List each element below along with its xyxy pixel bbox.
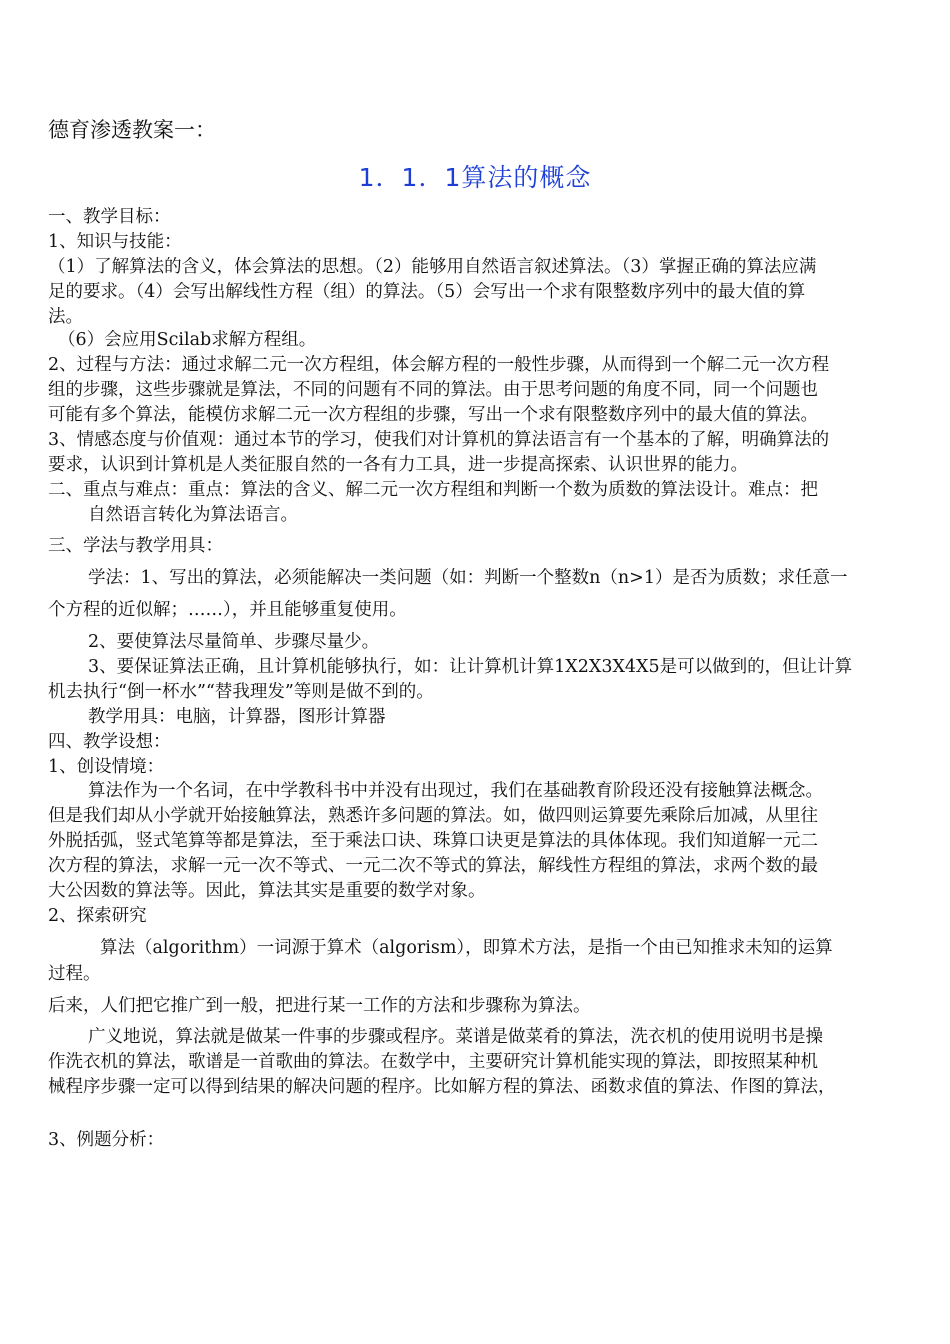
document-title: 1．1．1算法的概念 (358, 163, 592, 192)
subsection-heading: 1、创设情境： (48, 757, 165, 777)
text-line: 后来，人们把它推广到一般，把进行某一工作的方法和步骤称为算法。 (48, 996, 591, 1016)
text-line: （6）会应用Scilab求解方程组。 (58, 330, 317, 350)
text-line: 个方程的近似解；……），并且能够重复使用。 (48, 600, 407, 620)
text-line: 机去执行“倒一杯水”“替我理发”等则是做不到的。 (48, 682, 434, 702)
text-line: 算法（algorithm）一词源于算术（algorism），即算术方法，是指一个由已知推求未知的运算 (100, 938, 833, 958)
text-line: 3、情感态度与价值观：通过本节的学习，使我们对计算机的算法语言有一个基本的了解，明确算法的 (48, 430, 830, 450)
text-line: （1）了解算法的含义，体会算法的思想。（2）能够用自然语言叙述算法。（3）掌握正确的算法应满 (48, 257, 817, 277)
text-line: 算法作为一个名词，在中学教科书中并没有出现过，我们在基础教育阶段还没有接触算法概念。 (88, 781, 823, 801)
subsection-heading: 1、知识与技能： (48, 232, 182, 252)
text-line: 要求，认识到计算机是人类征服自然的一各有力工具，进一步提高探索、认识世界的能力。 (48, 455, 748, 475)
subsection-heading: 2、探索研究 (48, 906, 147, 926)
text-line: 足的要求。（4）会写出解线性方程（组）的算法。（5）会写出一个求有限整数序列中的最大值的算 (48, 282, 806, 302)
section-heading: 一、教学目标： (48, 207, 171, 227)
section-heading: 四、教学设想： (48, 732, 171, 752)
text-line: 3、要保证算法正确，且计算机能够执行，如：让计算机计算1X2X3X4X5是可以做到的，但让计算 (88, 657, 853, 677)
text-line: 2、要使算法尽量简单、步骤尽量少。 (88, 632, 380, 652)
text-line: 械程序步骤一定可以得到结果的解决问题的程序。比如解方程的算法、函数求值的算法、作图的算法， (48, 1077, 836, 1097)
text-line: 法。 (48, 307, 83, 327)
text-line: 过程。 (48, 964, 101, 984)
text-line: 作洗衣机的算法，歌谱是一首歌曲的算法。在数学中，主要研究计算机能实现的算法，即按照某种机 (48, 1052, 818, 1072)
text-line: 次方程的算法，求解一元一次不等式、一元二次不等式的算法，解线性方程组的算法，求两个数的最 (48, 856, 818, 876)
text-line: 学法：1、写出的算法，必须能解决一类问题（如：判断一个整数n（n>1）是否为质数；求任意一 (88, 568, 848, 588)
text-line: 大公因数的算法等。因此，算法其实是重要的数学对象。 (48, 881, 486, 901)
subsection-heading: 3、例题分析： (48, 1130, 165, 1150)
text-line: 可能有多个算法，能模仿求解二元一次方程组的步骤，写出一个求有限整数序列中的最大值的算法。 (48, 405, 818, 425)
section-heading: 三、学法与教学用具： (48, 536, 223, 556)
text-line: 二、重点与难点：重点：算法的含义、解二元一次方程组和判断一个数为质数的算法设计。难点：把 (48, 480, 818, 500)
text-line: 组的步骤，这些步骤就是算法，不同的问题有不同的算法。由于思考问题的角度不同，同一个问题也 (48, 380, 818, 400)
text-line: 自然语言转化为算法语言。 (88, 505, 298, 525)
text-line: 外脱括弧，竖式笔算等都是算法，至于乘法口诀、珠算口诀更是算法的具体体现。我们知道解一元二 (48, 831, 818, 851)
document-header: 德育渗透教案一： (48, 118, 216, 142)
text-line: 2、过程与方法：通过求解二元一次方程组，体会解方程的一般性步骤，从而得到一个解二元一次方程 (48, 355, 830, 375)
text-line: 但是我们却从小学就开始接触算法，熟悉许多问题的算法。如，做四则运算要先乘除后加减，从里往 (48, 806, 818, 826)
text-line: 教学用具：电脑，计算器，图形计算器 (88, 707, 386, 727)
text-line: 广义地说，算法就是做某一件事的步骤或程序。菜谱是做菜肴的算法，洗衣机的使用说明书是操 (88, 1027, 823, 1047)
